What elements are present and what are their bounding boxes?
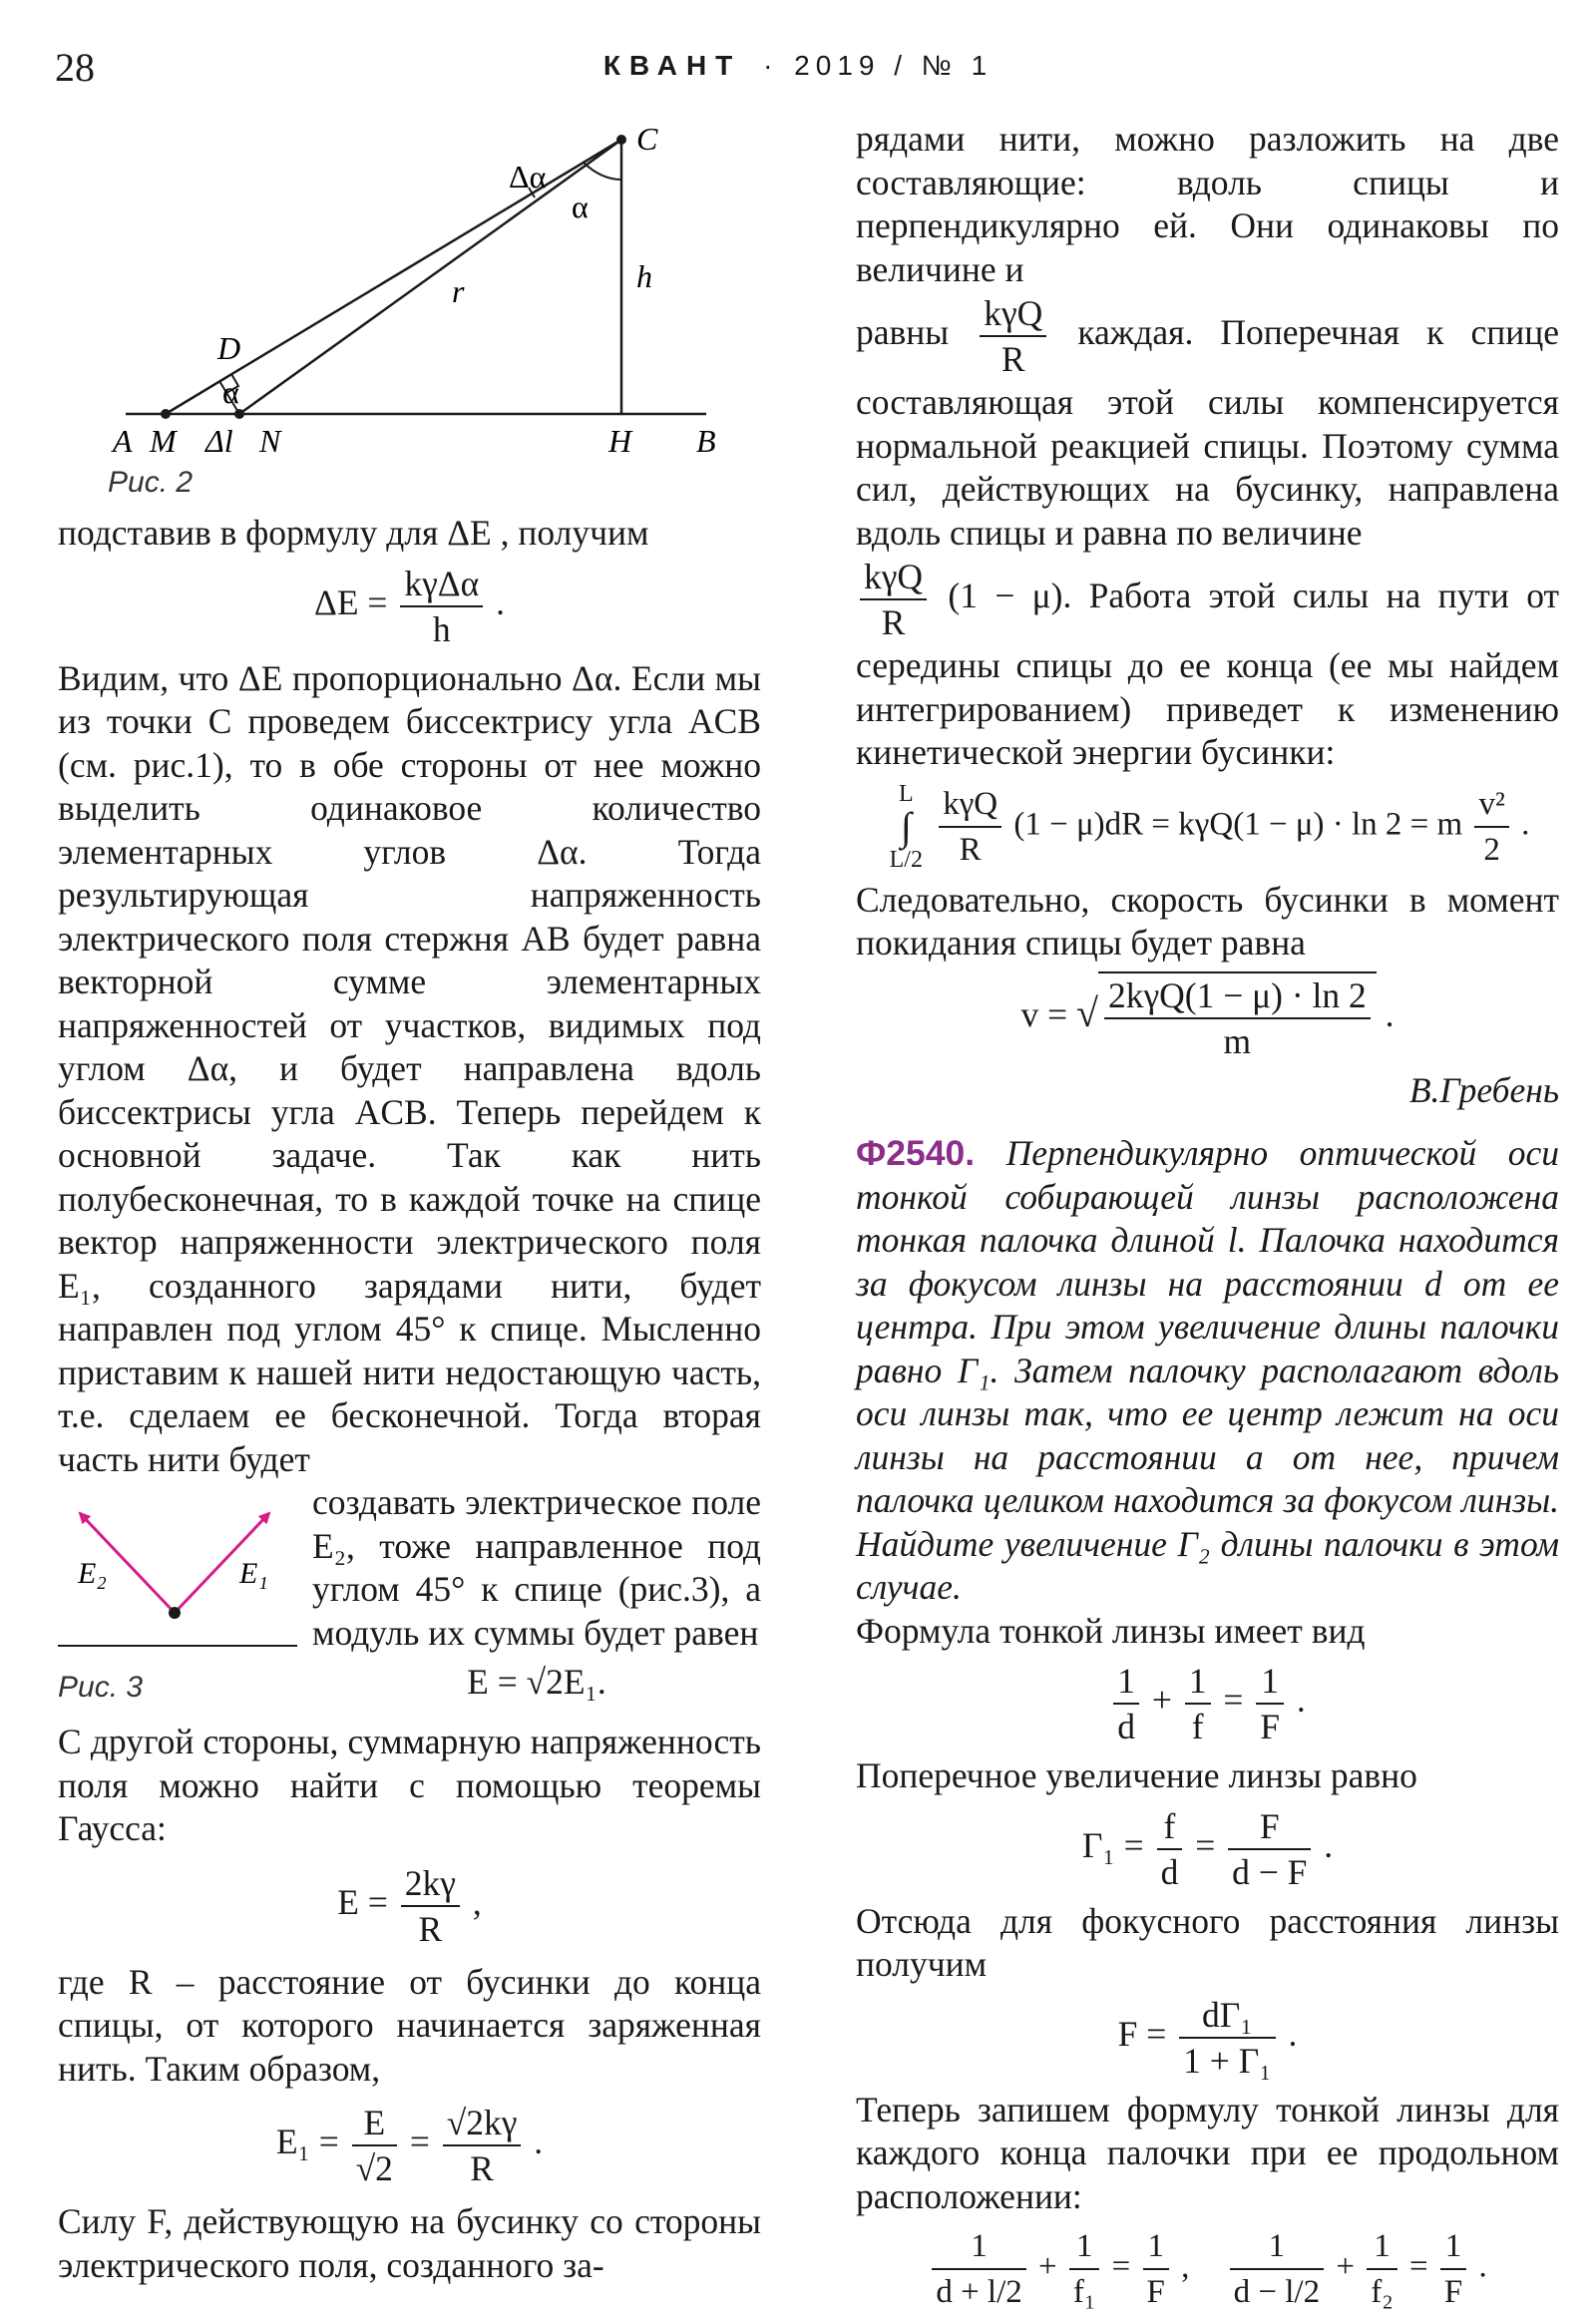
upper-limit: L — [898, 780, 914, 807]
formula-text: = — [1408, 2248, 1428, 2285]
label-e2: E₂ — [78, 1557, 107, 1590]
denominator: √2 — [355, 2148, 393, 2188]
numerator: 1 — [1185, 1659, 1211, 1705]
paragraph: Следовательно, скорость бусинки в момент покидания спицы будет равна — [856, 879, 1559, 963]
formula-text: + — [1151, 1680, 1172, 1721]
formula-e1 — [58, 2101, 761, 2190]
sqrt-body — [1098, 971, 1377, 1063]
numerator: 1 — [932, 2224, 1025, 2270]
formula-text: . — [1324, 1824, 1334, 1865]
numerator: 1 — [1113, 1659, 1139, 1705]
angle-arc-c — [584, 163, 621, 180]
numerator: kγQ — [980, 291, 1046, 337]
inline-text: каждая. Поперечная к спице составляющая этой силы компенсируется нормальной реакцией спицы. Поэтому сумма сил, действующих на бусинку, направлена вдоль спицы и равна по величине — [856, 312, 1559, 553]
label-alpha-top: α — [572, 189, 589, 224]
fraction — [1157, 1804, 1183, 1894]
label-d: D — [217, 330, 241, 366]
denominator: F — [1443, 2274, 1463, 2310]
paragraph: Формула тонкой линзы имеет вид — [856, 1610, 1366, 1651]
formula-magnification — [856, 1804, 1559, 1894]
fraction — [352, 2101, 397, 2190]
paragraph: Видим, что ΔE пропорционально Δα. Если мы из точки C проведем биссектрису угла ACB (см. рис.1), то в обе стороны от нее можно выделить одинаковое количество элементарных углов Δα. Тогда результирующая напряженность электрического поля стержня AB будет равна векторной сумме элементарных напряженностей от участков, видимых под углом Δα, и будет направлена вдоль биссектрисы угла ACB. Теперь перейдем к основной задаче. Так как нить полубесконечная, то в каждой точке на спице вектор напряженности электрического поля E₁, созданного зарядами нити, будет направлен под углом 45° к спице. Мысленно приставим к нашей нити недостающую часть, т.е. сделаем ее бесконечной. Тогда вторая часть нити будет — [58, 657, 761, 1479]
numerator: kγQ — [860, 555, 927, 600]
integral-sign: ∫ — [900, 803, 912, 849]
fraction — [1440, 2224, 1466, 2314]
numerator: 1 — [1143, 2224, 1169, 2270]
page-number: 28 — [55, 45, 95, 90]
label-alpha-bottom: α — [222, 374, 239, 410]
denominator: 1 + Γ₁ — [1183, 2040, 1272, 2081]
formula-e-sum: E = √2E₁. — [467, 1662, 606, 1702]
denominator: d — [1160, 1851, 1179, 1892]
formula-text: . — [534, 2122, 544, 2162]
numerator: 2kγ — [401, 1861, 460, 1907]
denominator: R — [418, 1908, 443, 1949]
formula-text: = — [409, 2122, 430, 2162]
numerator: 2kγQ(1 − μ) · ln 2 — [1104, 973, 1371, 1019]
numerator: 1 — [1069, 2224, 1100, 2270]
numerator: 1 — [1367, 2224, 1397, 2270]
formula-text: (1 − μ)dR = kγQ(1 − μ) · ln 2 = m — [1013, 806, 1463, 843]
formula-text: v = — [1020, 993, 1068, 1034]
label-c: C — [636, 121, 658, 157]
formula-rod-ends — [856, 2224, 1559, 2314]
fraction — [401, 1861, 460, 1951]
fraction — [1474, 782, 1508, 872]
formula-integral — [856, 781, 1559, 873]
fraction — [1104, 973, 1371, 1063]
author-signature: В.Гребень — [1408, 1069, 1559, 1110]
formula-text: + — [1038, 2248, 1057, 2285]
numerator: v² — [1474, 782, 1508, 828]
figure-3-block — [58, 1481, 761, 1711]
lower-limit: L/2 — [889, 846, 923, 873]
fraction — [1113, 1659, 1139, 1748]
formula-text: . — [1385, 993, 1395, 1034]
denominator: F — [1146, 2274, 1165, 2310]
paragraph: рядами нити, можно разложить на две составляющие: вдоль спицы и перпендикулярно ей. Они одинаковы по величине и — [856, 119, 1559, 289]
denominator: 2 — [1483, 831, 1500, 868]
paragraph — [856, 291, 1559, 555]
paragraph: Теперь запишем формулу тонкой линзы для каждого конца палочки при ее продольном расположении: — [856, 2089, 1559, 2216]
line-cm — [166, 140, 621, 414]
fraction — [1230, 2224, 1324, 2314]
denominator: d — [1117, 1707, 1135, 1746]
denominator: R — [470, 2148, 494, 2188]
label-a: A — [113, 423, 133, 459]
fraction — [860, 555, 927, 644]
numerator: 1 — [1230, 2224, 1324, 2270]
formula-text: + — [1336, 2248, 1355, 2285]
fraction — [1143, 2224, 1169, 2314]
line-cn — [239, 140, 621, 414]
figure-2-drawing — [58, 118, 761, 477]
point-n — [234, 409, 244, 419]
denominator: R — [881, 602, 906, 642]
denominator: f — [1191, 1707, 1204, 1746]
problem-text: Перпендикулярно оптической оси тонкой собирающей линзы расположена тонкая палочка длиной l. Палочка находится за фокусом линзы на расстоянии d от ее центра. При этом увеличение длины палочки равно Γ₁. Затем палочку располагают вдоль оси линзы так, что ее центр лежит на оси линзы на расстоянии a от нее, причем палочка целиком находится за фокусом линзы. Найдите увеличение Γ₂ длины палочки в этом случае. — [856, 1133, 1559, 1607]
fraction — [939, 782, 1001, 872]
inline-text: равны — [856, 312, 950, 353]
header-separator: · — [763, 50, 773, 81]
denominator: R — [1000, 339, 1025, 379]
denominator: h — [432, 608, 451, 649]
integral-limits — [886, 781, 927, 873]
fraction — [1069, 2224, 1100, 2314]
formula-text: . — [1521, 806, 1530, 843]
formula-text: . — [1288, 2013, 1298, 2054]
formula-text: , — [1181, 2248, 1190, 2285]
fraction — [400, 562, 483, 651]
fraction — [932, 2224, 1025, 2314]
figure-3-caption: Рис. 3 — [58, 1671, 144, 1704]
paragraph: С другой стороны, суммарную напряженность поля можно найти с помощью теоремы Гаусса: — [58, 1722, 761, 1848]
fraction — [1185, 1659, 1211, 1748]
numerator: kγQ — [939, 782, 1001, 828]
formula-text: , — [472, 1881, 482, 1922]
paragraph: Поперечное увеличение линзы равно — [856, 1755, 1417, 1795]
formula-velocity — [856, 971, 1559, 1063]
numerator: dΓ₁ — [1179, 1993, 1275, 2039]
formula-text: . — [1478, 2248, 1487, 2285]
denominator: F — [1260, 1707, 1281, 1746]
numerator: 1 — [1440, 2224, 1466, 2270]
fraction — [1228, 1804, 1311, 1894]
running-header — [0, 40, 1596, 100]
sqrt-sign: √ — [1075, 989, 1098, 1035]
formula-text: E = — [337, 1881, 388, 1922]
label-dl: Δl — [205, 423, 233, 459]
paragraph: подставив в формулу для ΔE , получим — [58, 513, 649, 553]
denominator: d − l/2 — [1233, 2274, 1321, 2310]
formula-text: = — [1195, 1824, 1216, 1865]
formula-focal-length — [856, 1993, 1559, 2083]
fraction — [1256, 1659, 1284, 1748]
figure-2 — [58, 118, 761, 512]
label-b: B — [696, 423, 716, 459]
fraction — [1179, 1993, 1275, 2083]
figure-2-caption: Рис. 2 — [108, 466, 194, 499]
denominator: d − F — [1232, 1851, 1308, 1892]
problem-statement — [856, 1132, 1559, 1610]
formula-text: . — [1296, 1680, 1306, 1721]
problem-number: Ф2540. — [856, 1133, 976, 1173]
point-c — [616, 135, 626, 145]
denominator: f₂ — [1371, 2274, 1394, 2310]
formula-text: F = — [1117, 2013, 1167, 2054]
wrapped-text: создавать электрическое поле E₂, тоже направленное под углом 45° к спице (рис.3), а модуль их суммы будет равен — [312, 1482, 761, 1653]
journal-title — [0, 50, 1596, 82]
inline-text: (1 − μ). Работа этой силы на пути от середины спицы до ее конца (ее мы найдем интегрированием) приведет к изменению кинетической энергии бусинки: — [856, 576, 1559, 772]
denominator: f₁ — [1072, 2274, 1096, 2310]
left-column — [58, 118, 761, 2287]
right-column — [856, 118, 1559, 2320]
label-hh: H — [608, 423, 632, 459]
denominator: m — [1223, 1020, 1252, 1061]
denominator: d + l/2 — [936, 2274, 1022, 2310]
paragraph — [856, 555, 1559, 775]
label-h: h — [636, 258, 652, 294]
formula-delta-e — [58, 562, 761, 651]
fraction — [980, 291, 1046, 381]
formula-text: . — [496, 581, 505, 622]
bead-point — [169, 1607, 181, 1619]
formula-text: E₁ = — [275, 2122, 339, 2162]
fraction — [1367, 2224, 1397, 2314]
label-dalpha: Δα — [509, 159, 547, 194]
paragraph: где R – расстояние от бусинки до конца спицы, от которого начинается заряженная нить. Таким образом, — [58, 1961, 761, 2089]
figure-3-drawing — [58, 1491, 307, 1661]
denominator: R — [959, 831, 982, 868]
formula-thin-lens — [856, 1659, 1559, 1748]
numerator: f — [1157, 1804, 1183, 1850]
fraction — [443, 2101, 522, 2190]
point-m — [161, 409, 171, 419]
numerator: E — [352, 2101, 397, 2146]
formula-gauss — [58, 1861, 761, 1951]
formula-text: = — [1223, 1680, 1244, 1721]
label-r: r — [452, 273, 465, 309]
label-n: N — [259, 423, 281, 459]
formula-text: ΔE = — [314, 581, 388, 622]
label-m: M — [150, 423, 177, 459]
label-e1: E₁ — [239, 1557, 268, 1590]
issue-label: 2019 / № 1 — [794, 50, 994, 81]
formula-text: = — [1111, 2248, 1131, 2285]
numerator: 1 — [1256, 1659, 1284, 1705]
magazine-name: КВАНТ — [602, 50, 742, 81]
paragraph: Силу F, действующую на бусинку со стороны электрического поля, созданного за- — [58, 2201, 761, 2285]
numerator: F — [1228, 1804, 1311, 1850]
paragraph: Отсюда для фокусного расстояния линзы получим — [856, 1900, 1559, 1984]
numerator: √2kγ — [443, 2101, 522, 2146]
numerator: kγΔα — [400, 562, 483, 607]
formula-text: Γ₁ = — [1081, 1824, 1144, 1865]
